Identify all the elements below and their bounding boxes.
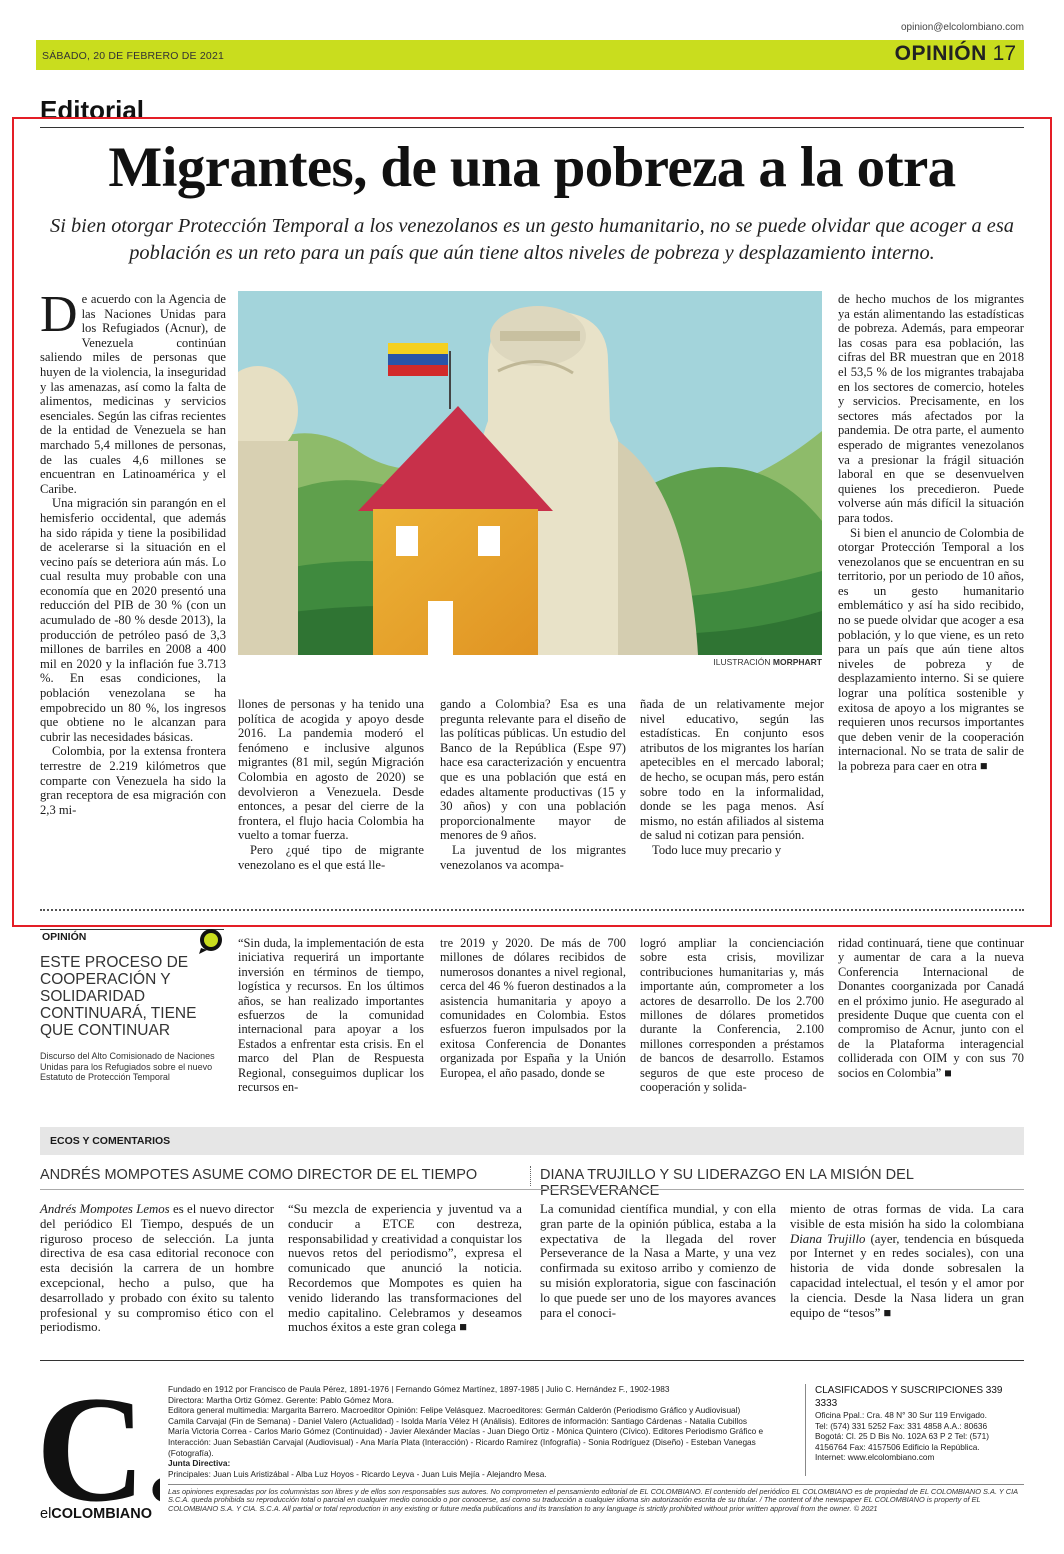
logo-name: COLOMBIANO: [51, 1506, 152, 1522]
header-email: opinion@elcolombiano.com: [901, 22, 1024, 33]
credit-name: MORPHART: [772, 657, 822, 667]
opinion-paragraph: logró ampliar la concienciación sobre esta crisis, movilizar contribuciones humanitarias y, más importante aún, comprometer a los actores de desarrollo. De los 2.700 millones de dólares prometidos durante la Conferencia, 2.100 millones corresponden a préstamos de bancos de desarrollo. Estamos seguros de que este proceso de cooperación y solida-: [640, 936, 824, 1095]
page-number: 17: [992, 42, 1016, 65]
subscriptions-line: 4156764 Fax: 4157506 Edificio la República.: [815, 1441, 980, 1452]
drop-cap: D: [40, 286, 78, 343]
house-illustration: [238, 291, 822, 655]
footer-rule: [40, 1360, 1024, 1361]
subscriptions-line: Oficina Ppal.: Cra. 48 N° 30 Sur 119 Envigado.: [815, 1410, 987, 1420]
editorial-column-1: [40, 286, 226, 817]
header-band: [36, 40, 1024, 70]
deck: Si bien otorgar Protección Temporal a los venezolanos es un gesto humanitario, no se puede olvidar que acoger a esa población es un reto para un país que aún tiene altos niveles de pobreza y desplazamiento interno.: [50, 215, 1014, 264]
subscriptions-line: Bogotá: Cl. 25 D Bis No. 102A 63 P 2 Tel: (571): [815, 1431, 990, 1442]
editorial-paragraph: La juventud de los migrantes venezolanos va acompa-: [440, 842, 626, 872]
ecos-column-4: [790, 1202, 1024, 1320]
editorial-paragraph: de hecho muchos de los migrantes ya están alimentando las estadísticas de pobreza. Además, para empeorar las cosas para esa población, las cifras del BR muestran que en 2018 el 53,5 % de los migrantes trabajaba en los sectores de comercio, hoteles y servicios. Precisamente, en los sectores más afectados por la pandemia. De otra parte, el aumento esperado de migrantes venezolanos va a presionar la frágil situación laboral en que se desenvuelven quienes los precedieron. Puede volverse aún más difícil la situación para todos.: [838, 292, 1024, 525]
ecos-paragraph: La comunidad científica mundial, y con ella gran parte de la opinión pública, estaba a la expectativa de la llegada del rover Perseverance de la Nasa a Marte, y una vez confirmada su exitoso arribo y comienzo de su misión exploratoria, sigue con fascinación lo que puede ser uno de los mayores avances para el conoci-: [540, 1202, 776, 1320]
masthead-line: Camila Carvajal (Fin de Semana) - Daniel Valero (Actualidad) - Isolda María Vélez H (Análisis). Editores de información: Santiago Cárdenas - Natalia Cubillos: [168, 1415, 748, 1426]
illustration: [238, 291, 822, 655]
opinion-quote: ESTE PROCESO DE COOPERACIÓN Y SOLIDARIDAD CONTINUARÁ, TIENE QUE CONTINUAR: [40, 954, 197, 1039]
ecos-paragraph: es el nuevo director del periódico El Tiempo, después de un riguroso proceso de selección. La junta directiva de esa casa editorial reconoce con esta decisión la carrera de un hombre excepcional, hecho a pulso, que ha desarrollado y probado con éxito su talento profesional y su compromiso ético con el periodismo.: [40, 1202, 274, 1335]
masthead-line: Junta Directiva:: [168, 1458, 231, 1469]
opinion-paragraph: tre 2019 y 2020. De más de 700 millones de dólares recibidos de numerosos donantes a nivel regional, cerca del 46 % fueron destinados a la asistencia humanitaria y apoyo a comunidades en Colombia. Estos esfuerzos fueron impulsados por la exitosa Conferencia de Donantes organizada por España y la Unión Europea, el año pasado, donde se: [440, 936, 626, 1080]
opinion-column-1: [238, 936, 424, 1094]
editorial-paragraph: Si bien el anuncio de Colombia de otorgar Protección Temporal a los venezolanos que se encuentran en su territorio, por un periodo de 10 años, es un gesto humanitario emblemático y así ha sido recibido, no se puede olvidar que acoger a esa población, y lo que viene, es un reto para un país que aún tiene altos niveles de pobreza y de desplazamiento interno. Si se quiere lograr una política sostenible y exitosa de apoyo a los migrantes se requieren unos recursos importantes que deben venir de la cooperación internacional. No se trata de salir de la pobreza para caer en otra ■: [838, 525, 1024, 773]
editorial-column-3: [440, 697, 626, 872]
masthead-line: Directora: Martha Ortiz Gómez. Gerente: Pablo Gómez Mora.: [168, 1394, 394, 1405]
opinion-column-4: [838, 936, 1024, 1080]
ecos-paragraph: “Su mezcla de experiencia y juventud va a conducir a ETCE con destreza, responsabilidad y creatividad a conquistar los nuevos retos del periodismo”, expresa el comunicado que anunció la noticia. Recordemos que Mompotes es quien ha venido liderando las transformaciones del medio capitalino. Celebramos y deseamos muchos éxitos a este gran colega ■: [288, 1202, 522, 1335]
editorial-paragraph: Colombia, por la extensa frontera terrestre de 2.219 kilómetros que comparte con Venezuela ha sido la gran receptora de esa migración con 2,3 mi-: [40, 744, 226, 817]
opinion-column-2: [440, 936, 626, 1080]
ecos-band: [40, 1127, 1024, 1155]
ecos-column-1: [40, 1202, 274, 1335]
divider: [40, 127, 1024, 128]
subscriptions-box: [815, 1384, 1024, 1463]
subscriptions-line: Tel: (574) 331 5252 Fax: 331 4858 A.A.: 80636: [815, 1420, 988, 1431]
ecos-title-1: ANDRÉS MOMPOTES ASUME COMO DIRECTOR DE EL TIEMPO: [40, 1167, 478, 1183]
masthead-line: Interacción: Juan Sebastián Carvajal (Audiovisual) - Ana María Plata (Interacción) - Ricardo Ramírez (Infografía) - Sonia Rodríguez (Diseño) - Esteban Vanegas (Fotografía).: [168, 1436, 756, 1458]
person-name: Diana Trujillo: [790, 1231, 866, 1246]
logo-el: el: [40, 1506, 52, 1522]
editorial-paragraph: Una migración sin parangón en el hemisferio occidental, que además ha sido rápida y tiene la posibilidad de acelerarse si la situación en el vecino país se deteriora aún más. Lo cual resulta muy probable con una economía que en 2020 presentó una reducción del PIB de 30 % (con un acumulado de -80 % desde 2013), la producción de petróleo pasó de 3,3 millones de barriles en 2008 a 400 mil en 2020 y la inflación fue 3.713 %. En esas condiciones, la población venezolana se ha empobrecido un 80 %, los ingresos que obtiene no le alcanzan para cubrir las necesidades básicas.: [40, 496, 226, 744]
masthead-line: Principales: Juan Luis Aristizábal - Alba Luz Hoyos - Ricardo Leyva - Juan Luis Mejía - Alejandro Mesa.: [168, 1468, 547, 1479]
ecos-column-2: [288, 1202, 522, 1335]
legal-rule: [168, 1484, 1024, 1485]
logo-icon: [40, 1378, 160, 1506]
opinion-paragraph: ridad continuará, tiene que continuar y aumentar de cara a la nueva Conferencia Internacional de Donantes coorganizada por Canadá en el próximo junio. He asegurado al presidente Duque que cuenta con el compromiso de Acnur, junto con el de la Plataforma interagencial colliderada con OIM y con sus 70 socios en Colombia” ■: [838, 936, 1024, 1080]
person-name: Andrés Mompotes Lemos: [40, 1202, 170, 1216]
headline: Migrantes, de una pobreza a la otra: [108, 136, 956, 199]
opinion-source: Discurso del Alto Comisionado de Naciones Unidas para los Refugiados sobre el nuevo Estatuto de Protección Temporal: [40, 1051, 215, 1082]
editorial-paragraph: llones de personas y ha tenido una política de acogida y apoyo desde 2016. La pandemia moderó el fenómeno e inclusive algunos migrantes (81 mil, según Migración Colombia en agosto de 2020) se devolvieron a Venezuela. Desde entonces, a pesar del cierre de la frontera, el flujo hacia Colombia ha vuelto a tomar fuerza.: [238, 697, 424, 843]
logo-wordmark: [40, 1506, 152, 1522]
ecos-paragraph: miento de otras formas de vida. La cara visible de esta misión ha sido la colombiana: [790, 1202, 1024, 1231]
editorial-paragraph: Todo luce muy precario y: [652, 842, 782, 857]
section-title: [895, 42, 1016, 66]
opinion-column-3: [640, 936, 824, 1094]
editorial-column-5: [838, 292, 1024, 774]
ecos-column-3: [540, 1202, 776, 1320]
editorial-paragraph: ñada de un relativamente mejor nivel educativo, según las estadísticas. En conjunto esos atributos de los migrantes los harían apetecibles en el mercado laboral; de hecho, se ocupan más, pero están sobre todo en la informalidad, donde se les paga menos. Así mismo, no están afiliados al sistema de salud ni cotizan para pensión.: [640, 697, 824, 843]
subscriptions-title: CLASIFICADOS Y SUSCRIPCIONES 339 3333: [815, 1385, 1003, 1409]
editorial-label: Editorial: [40, 95, 145, 118]
logo-letter: C: [40, 1378, 146, 1506]
editorial-column-4: [640, 697, 824, 858]
opinion-paragraph: “Sin duda, la implementación de esta iniciativa requerirá un importante inversión en términos de tiempo, logística y recursos. En los últimos años, se han realizado importantes esfuerzos de la comunidad internacional para apoyar a los Estados a enfrentar esta crisis. En el marco del Plan de Respuesta Regional, conseguimos duplicar los recursos en-: [238, 936, 424, 1095]
editorial-column-2: [238, 697, 424, 872]
editorial-paragraph: Pero ¿qué tipo de migrante venezolano es el que está lle-: [238, 842, 424, 872]
subscriptions-line: Internet: www.elcolombiano.com: [815, 1452, 935, 1463]
editorial-paragraph: e acuerdo con la Agencia de las Naciones Unidas para los Refugiados (Acnur), de Venezuela continúan saliendo miles de personas que huyen de la violencia, la inseguridad y las amenazas, así como la falta de alimentos, medicinas y servicios esenciales. Según las cifras recientes de la entidad de Venezuela se han marchado 5,4 millones de personas, de las cuales 4,6 millones se encuentran en Latinoamérica y el Caribe.: [40, 292, 226, 496]
ecos-label: ECOS Y COMENTARIOS: [50, 1135, 171, 1147]
ecos-paragraph: (ayer, tendencia en búsqueda por Internet y en redes sociales), con una historia de vida donde sobresalen la capacidad intelectual, el tesón y el amor por la ciencia. Desde la Nasa lidera un gran equipo de “tesos” ■: [790, 1231, 1025, 1320]
masthead-line: Fundado en 1912 por Francisco de Paula Pérez, 1891-1976 | Fernando Gómez Martínez, 1897-1985 | Julio C. Hernández F., 1902-1983: [168, 1384, 670, 1394]
ecos-rule: [40, 1189, 1024, 1190]
section-name: OPINIÓN: [894, 42, 987, 65]
dotted-divider: [40, 909, 1024, 911]
editorial-paragraph: gando a Colombia? Esa es una pregunta relevante para el diseño de las políticas públicas. Un estudio del Banco de la República (Espe 97) hace esa caracterización y encuentra que es una población que está en edades altamente productivas (15 y 30 años) y con una población proporcionalmente mayor de menores de 9 años.: [440, 697, 626, 843]
credit-prefix: ILUSTRACIÓN: [713, 657, 773, 667]
masthead-line: Editora general multimedia: Margarita Barrero. Macroeditor Opinión: Felipe Velásquez. Macroeditores: Germán Calderón (Periodismo Gráfico y Audiovisual): [168, 1405, 741, 1416]
footer-separator: [805, 1384, 806, 1476]
header-date: SÁBADO, 20 DE FEBRERO DE 2021: [42, 50, 225, 62]
ecos-separator: [530, 1166, 531, 1186]
masthead-credits: [168, 1384, 798, 1479]
masthead-line: María Victoria Correa - Carlos Mario Gómez (Continuidad) - Javier Alexánder Macías - Juan Diego Ortiz - Mónica Quintero (Cívico). Editores Periodismo Gráfico e: [168, 1426, 764, 1437]
legal-notice: Las opiniones expresadas por los columnistas son libres y de ellos son responsables sus autores. No comprometen el pensamiento editorial de EL COLOMBIANO. El contenido del periódico EL COLOMBIANO es de propiedad de EL COLOMBIANO S.A. Y CIA S.C.A. queda prohibida su reproducción total o parcial en cualquier medio conocido o por conocerse, así como su traducción a cualquier idioma sin autorización escrita de su titular. / The content of the newspaper EL COLOMBIANO is property of EL COLOMBIANO S.A. Y CIA. S.C.A. All partial or total reproduction in any existing or future media publications and its translation to any language is strictly prohibited without prior written approval from the owner. © 2021: [168, 1487, 1018, 1513]
opinion-label: OPINIÓN: [42, 931, 87, 943]
photo-credit: [700, 657, 822, 667]
ecos-title-2: DIANA TRUJILLO Y SU LIDERAZGO EN LA MISIÓN DEL PERSEVERANCE: [540, 1167, 914, 1199]
